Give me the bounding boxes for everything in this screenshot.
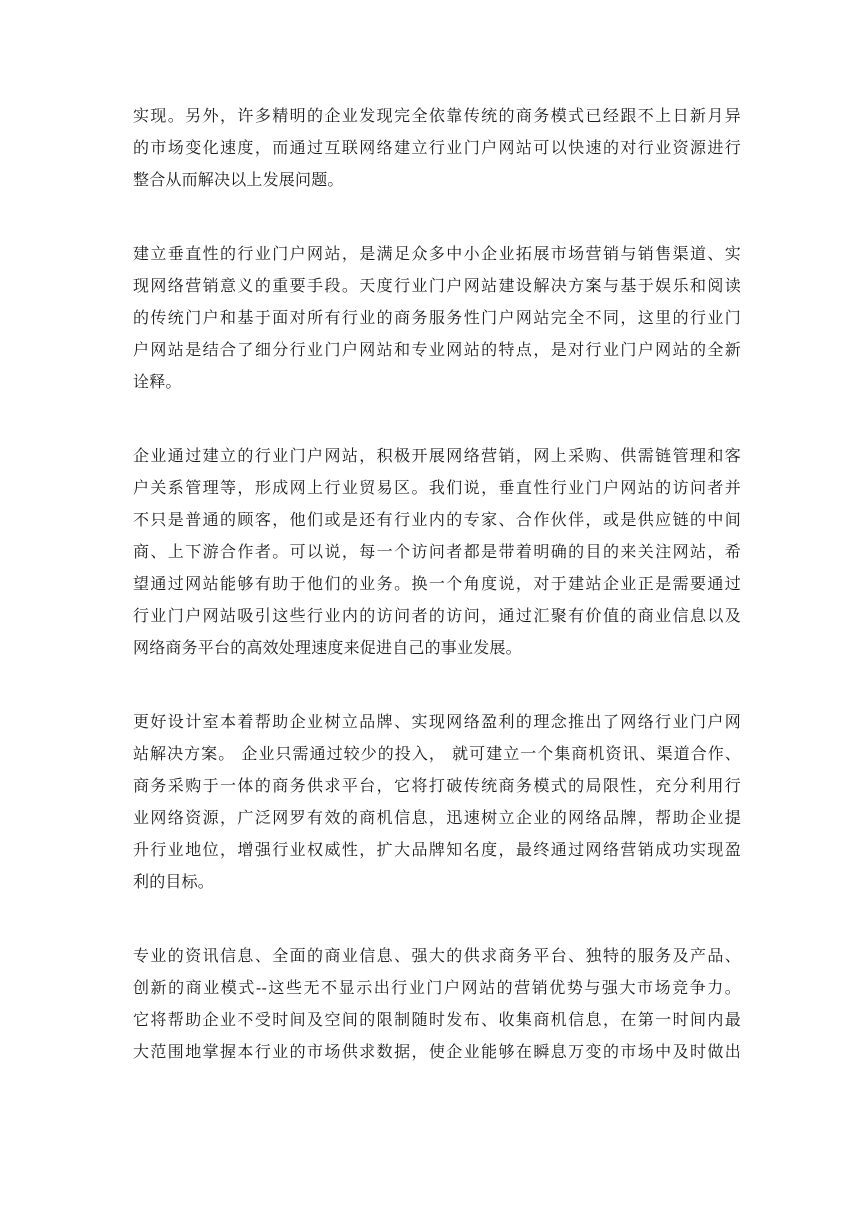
text-line: 它将帮助企业不受时间及空间的限制随时发布、收集商机信息，在第一时间内最 bbox=[133, 1010, 741, 1029]
document-body bbox=[133, 100, 741, 1110]
text-line: 商务采购于一体的商务供求平台，它将打破传统商务模式的局限性，充分利用行 bbox=[133, 776, 741, 795]
text-line: 网络商务平台的高效处理速度来促进自己的事业发展。 bbox=[133, 638, 522, 657]
text-line: 更好设计室本着帮助企业树立品牌、实现网络盈利的理念推出了网络行业门户网 bbox=[133, 712, 741, 731]
paragraph-2 bbox=[133, 238, 741, 398]
text-line: 整合从而解决以上发展问题。 bbox=[133, 170, 344, 189]
text-line: 业网络资源，广泛网罗有效的商机信息，迅速树立企业的网络品牌，帮助企业提 bbox=[133, 808, 741, 827]
text-line: 户关系管理等，形成网上行业贸易区。我们说，垂直性行业门户网站的访问者并 bbox=[133, 478, 741, 497]
text-line: 建立垂直性的行业门户网站，是满足众多中小企业拓展市场营销与销售渠道、实 bbox=[133, 244, 741, 263]
text-line: 户网站是结合了细分行业门户网站和专业网站的特点，是对行业门户网站的全新 bbox=[133, 340, 741, 359]
text-line: 站解决方案。 企业只需通过较少的投入， 就可建立一个集商机资讯、渠道合作、 bbox=[133, 744, 741, 763]
text-line: 利的目标。 bbox=[133, 872, 215, 891]
text-line: 专业的资讯信息、全面的商业信息、强大的供求商务平台、独特的服务及产品、 bbox=[133, 946, 741, 965]
text-line: 诠释。 bbox=[133, 372, 182, 391]
text-line: 不只是普通的顾客，他们或是还有行业内的专家、合作伙伴，或是供应链的中间 bbox=[133, 510, 741, 529]
text-line: 行业门户网站吸引这些行业内的访问者的访问，通过汇聚有价值的商业信息以及 bbox=[133, 606, 741, 625]
text-line: 的传统门户和基于面对所有行业的商务服务性门户网站完全不同，这里的行业门 bbox=[133, 308, 741, 327]
text-line: 实现。另外，许多精明的企业发现完全依靠传统的商务模式已经跟不上日新月异 bbox=[133, 106, 741, 125]
text-line: 望通过网站能够有助于他们的业务。换一个角度说，对于建站企业正是需要通过 bbox=[133, 574, 741, 593]
text-line: 大范围地掌握本行业的市场供求数据，使企业能够在瞬息万变的市场中及时做出 bbox=[133, 1042, 741, 1061]
paragraph-5 bbox=[133, 940, 741, 1068]
paragraph-3 bbox=[133, 440, 741, 664]
text-line: 的市场变化速度，而通过互联网络建立行业门户网站可以快速的对行业资源进行 bbox=[133, 138, 741, 157]
paragraph-4 bbox=[133, 706, 741, 898]
text-line: 升行业地位，增强行业权威性，扩大品牌知名度，最终通过网络营销成功实现盈 bbox=[133, 840, 741, 859]
text-line: 商、上下游合作者。可以说，每一个访问者都是带着明确的目的来关注网站，希 bbox=[133, 542, 741, 561]
text-line: 现网络营销意义的重要手段。天度行业门户网站建设解决方案与基于娱乐和阅读 bbox=[133, 276, 741, 295]
paragraph-1 bbox=[133, 100, 741, 196]
text-line: 创新的商业模式--这些无不显示出行业门户网站的营销优势与强大市场竞争力。 bbox=[133, 978, 741, 997]
text-line: 企业通过建立的行业门户网站，积极开展网络营销，网上采购、供需链管理和客 bbox=[133, 446, 741, 465]
